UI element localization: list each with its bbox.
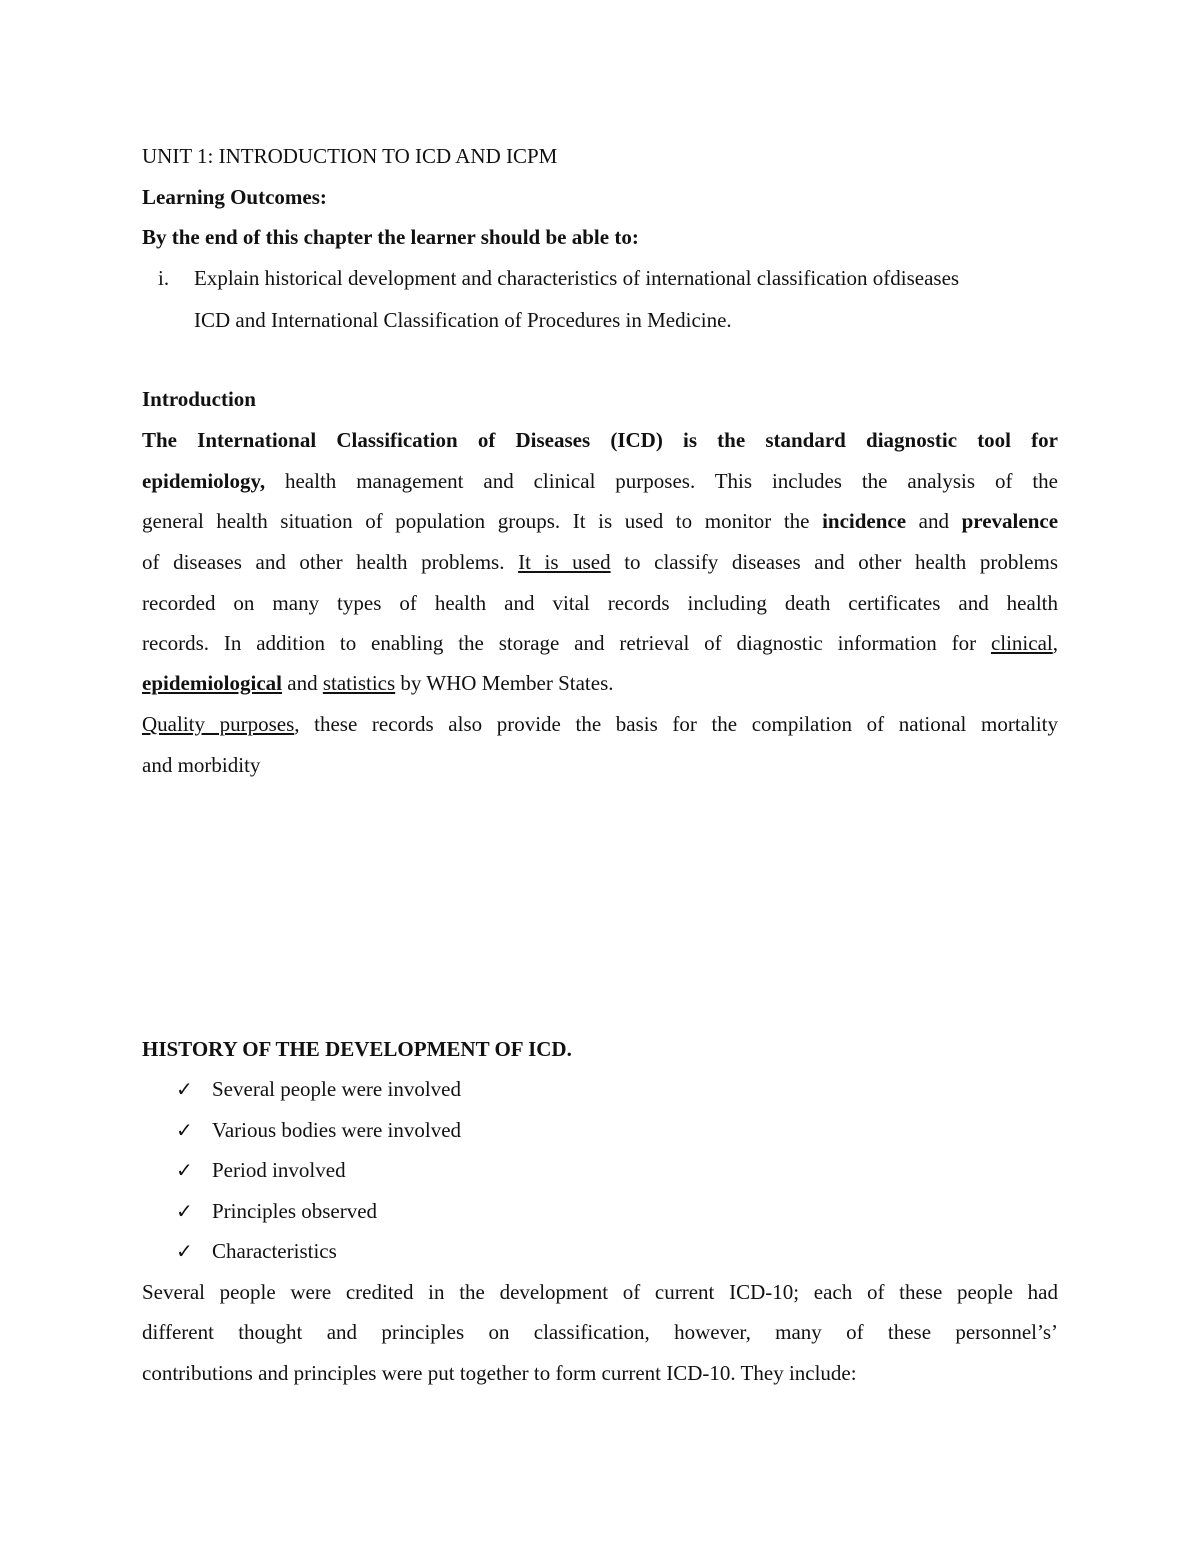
history-para-line1: Several people were credited in the development of current ICD-10; each of these people had xyxy=(142,1280,1058,1304)
checkmark-icon: ✓ xyxy=(176,1118,193,1142)
learning-outcomes-heading: Learning Outcomes: xyxy=(142,185,327,209)
outcome-text-line2: ICD and International Classification of Procedures in Medicine. xyxy=(194,308,732,332)
intro-line-8: Quality purposes, these records also provide the basis for the compilation of national mortality xyxy=(142,712,1058,736)
checkmark-icon: ✓ xyxy=(176,1199,193,1223)
history-item: Principles observed xyxy=(212,1199,378,1223)
intro-line-1: The International Classification of Diseases (ICD) is the standard diagnostic tool for xyxy=(142,428,1058,452)
outcome-text-line1: Explain historical development and characteristics of international classification ofdiseases xyxy=(194,266,960,290)
checkmark-icon: ✓ xyxy=(176,1158,193,1182)
history-item: Characteristics xyxy=(212,1239,337,1263)
history-item: Several people were involved xyxy=(212,1077,461,1101)
history-para-line3: contributions and principles were put together to form current ICD-10. They include: xyxy=(142,1361,857,1385)
intro-line-9: and morbidity xyxy=(142,753,261,777)
intro-line-7: epidemiological and statistics by WHO Member States. xyxy=(142,671,614,695)
history-heading: HISTORY OF THE DEVELOPMENT OF ICD. xyxy=(142,1037,572,1061)
history-para-line2: different thought and principles on classification, however, many of these personnel’s’ xyxy=(142,1320,1058,1344)
intro-line-4: of diseases and other health problems. It is used to classify diseases and other health problems xyxy=(142,550,1059,574)
checkmark-icon: ✓ xyxy=(176,1239,193,1263)
introduction-heading: Introduction xyxy=(142,387,256,411)
intro-line-6: records. In addition to enabling the storage and retrieval of diagnostic information for clinical, xyxy=(142,631,1058,655)
intro-line-5: recorded on many types of health and vital records including death certificates and health xyxy=(142,591,1058,615)
intro-line-2: epidemiology, health management and clinical purposes. This includes the analysis of the xyxy=(142,469,1058,493)
checkmark-icon: ✓ xyxy=(176,1077,193,1101)
outcomes-lead: By the end of this chapter the learner should be able to: xyxy=(142,225,639,249)
unit-title: UNIT 1: INTRODUCTION TO ICD AND ICPM xyxy=(142,144,558,168)
history-item: Period involved xyxy=(212,1158,346,1182)
intro-line-3: general health situation of population groups. It is used to monitor the incidence and prevalence xyxy=(142,509,1059,533)
history-item: Various bodies were involved xyxy=(212,1118,462,1142)
outcome-number: i. xyxy=(158,266,170,290)
